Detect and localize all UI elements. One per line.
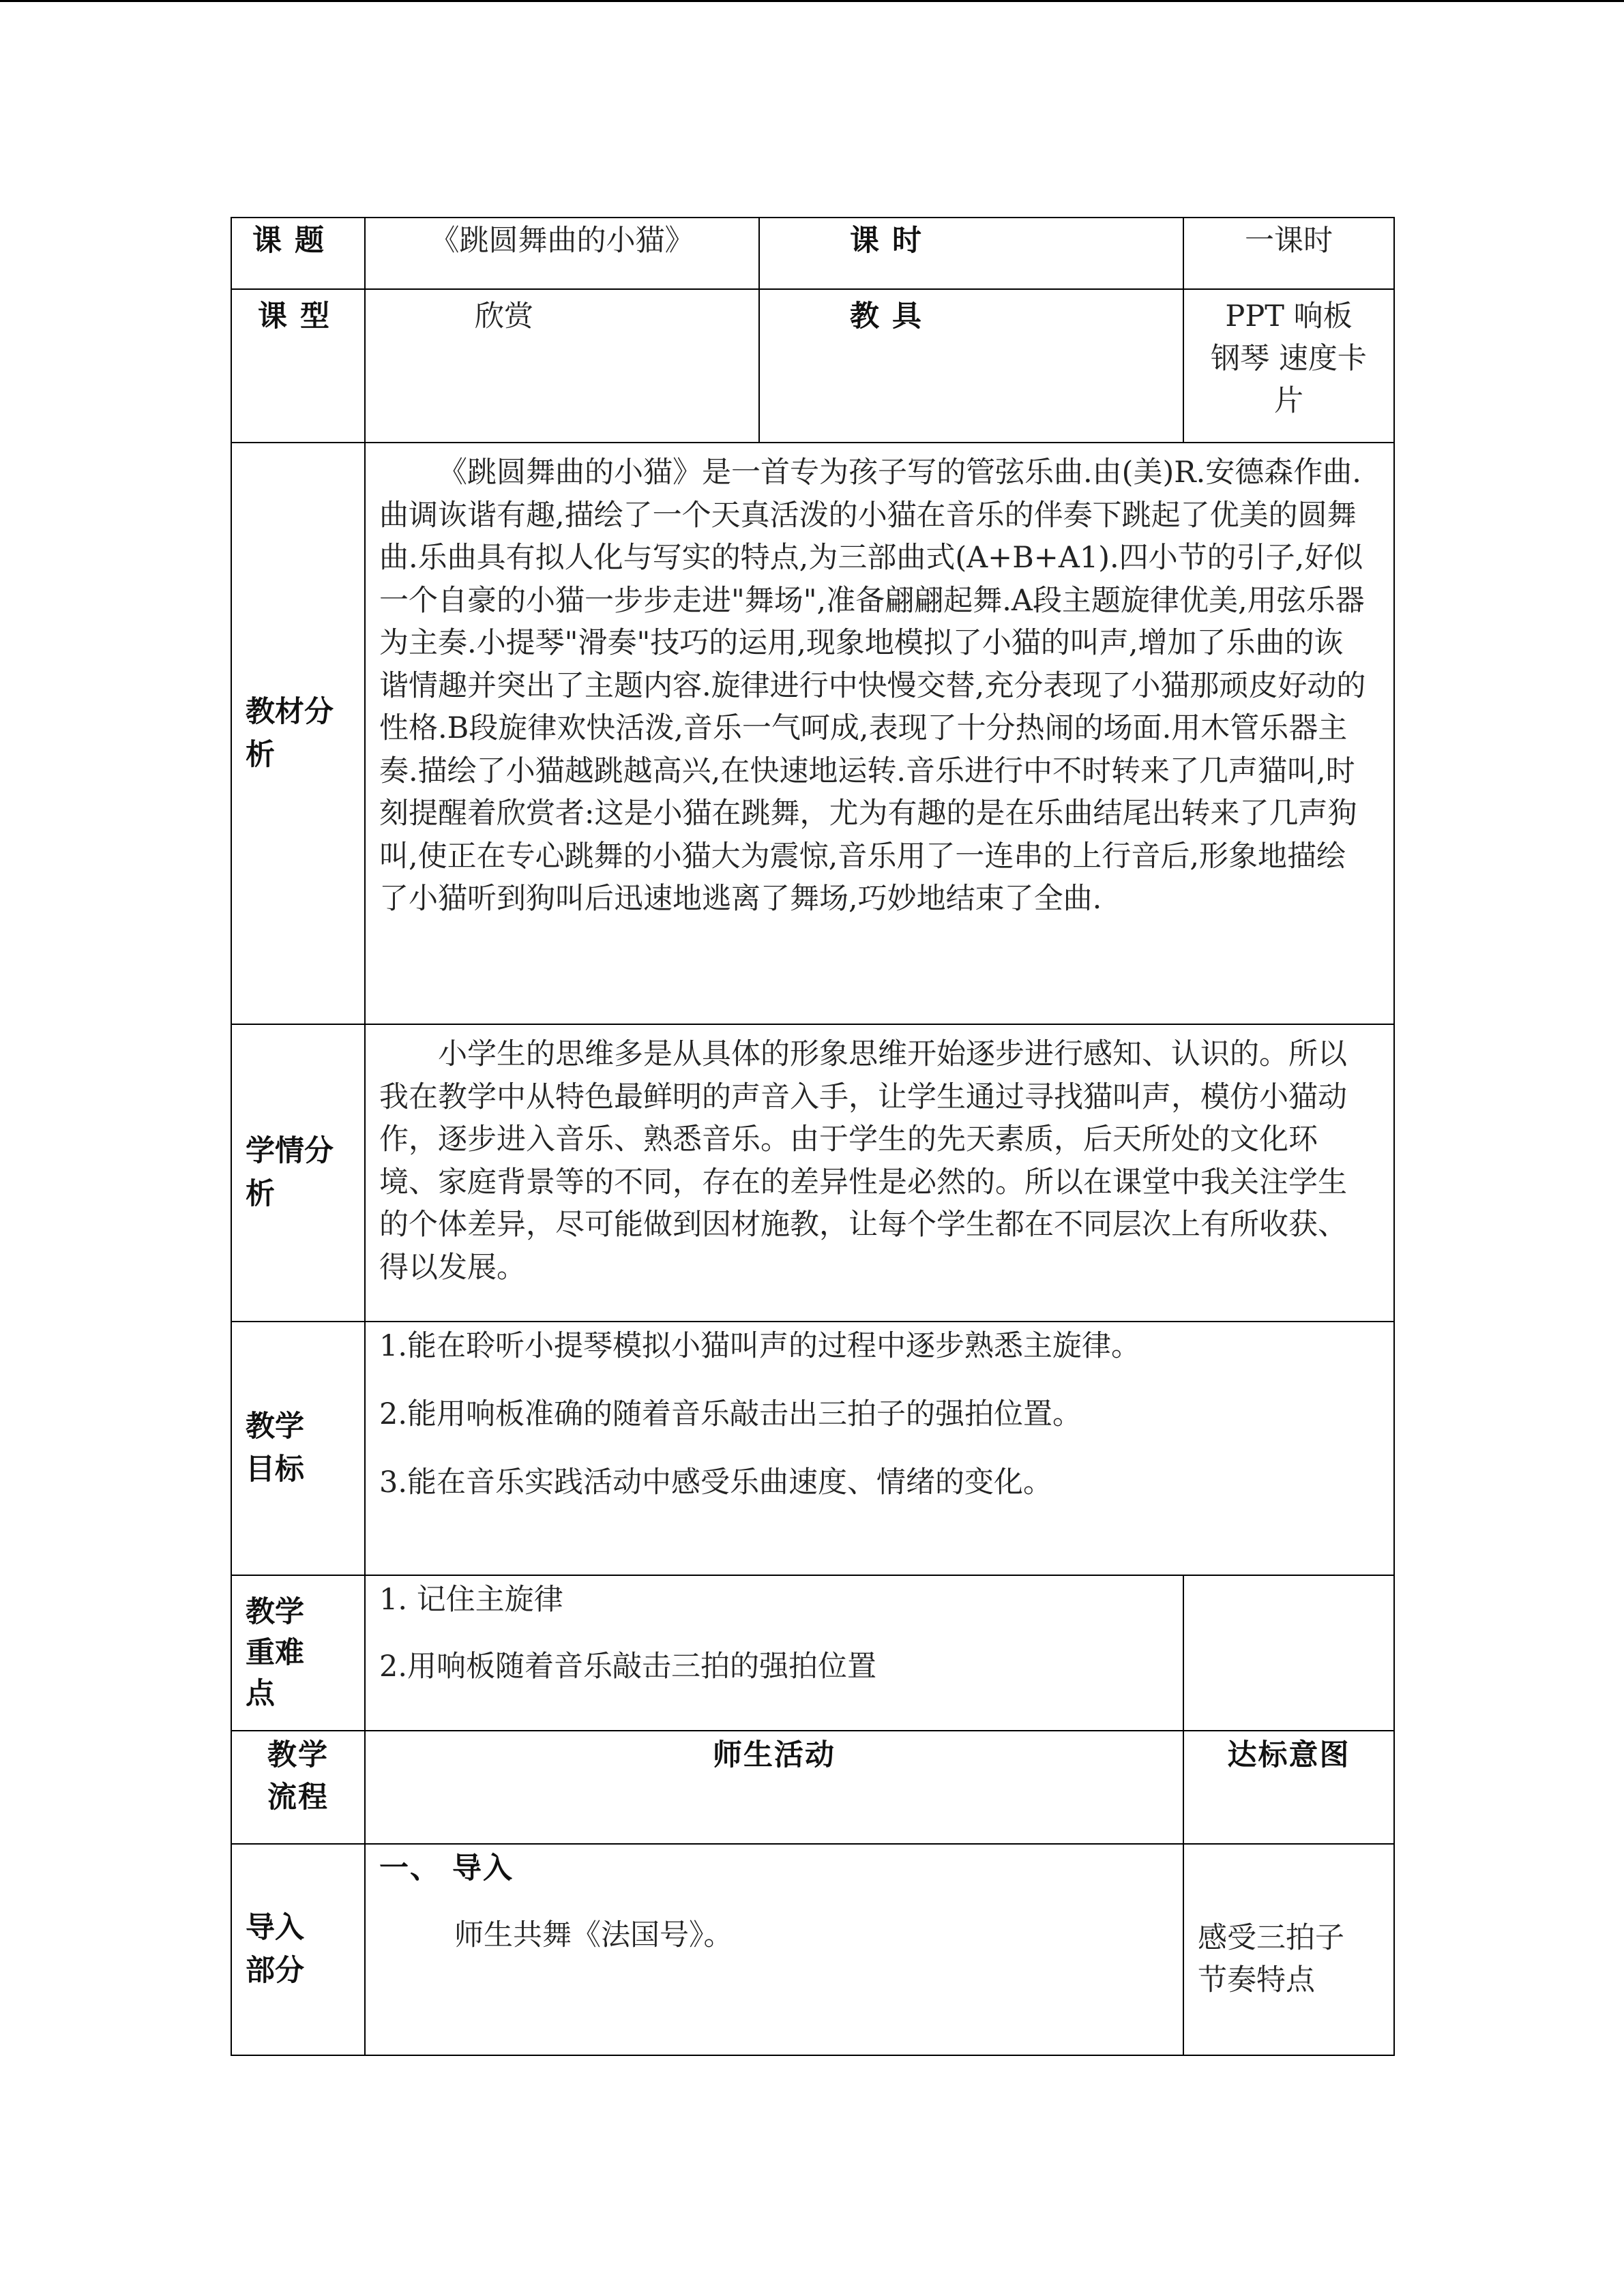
type-value: 欣赏 <box>365 289 759 443</box>
intro-label: 导入 部分 <box>231 1844 365 2055</box>
intent-header: 达标意图 <box>1183 1731 1394 1844</box>
intro-heading: 一、 导入 <box>379 1851 514 1885</box>
topic-value: 《跳圆舞曲的小猫》 <box>365 218 759 289</box>
objective-item: 2.能用响板准确的随着音乐敲击出三拍子的强拍位置。 <box>379 1397 1082 1431</box>
tools-line-3: 片 <box>1274 384 1304 418</box>
objectives-cell <box>365 1322 1394 1575</box>
material-analysis-cell <box>365 443 1394 1024</box>
tools-label: 教 具 <box>759 289 1183 443</box>
key-points-label: 教学 重难 点 <box>231 1575 365 1731</box>
student-analysis-row <box>231 1024 1394 1322</box>
type-label: 课 型 <box>231 289 365 443</box>
type-row <box>231 289 1394 443</box>
period-value: 一课时 <box>1183 218 1394 289</box>
student-analysis-label: 学情分 析 <box>231 1024 365 1322</box>
objectives-row <box>231 1322 1394 1575</box>
objective-item: 3.能在音乐实践活动中感受乐曲速度、情绪的变化。 <box>379 1465 1053 1500</box>
tools-line-1: PPT 响板 <box>1225 299 1353 333</box>
intro-row <box>231 1844 1394 2055</box>
topic-row <box>231 218 1394 289</box>
material-analysis-text: 《跳圆舞曲的小猫》是一首专为孩子写的管弦乐曲.由(美)R.安德森作曲.曲调诙谐有趣,描绘了一个天真活泼的小猫在音乐的伴奏下跳起了优美的圆舞曲.乐曲具有拟人化与写实的特点,为三部曲式(A+B+A1).四小节的引子,好似一个自豪的小猫一步步走进"舞场",准备翩翩起舞.A段主题旋律优美,用弦乐器为主奏.小提琴"滑奏"技巧的运用,现象地模拟了小猫的叫声,增加了乐曲的诙谐情趣并突出了主题内容.旋律进行中快慢交替,充分表现了小猫那顽皮好动的性格.B段旋律欢快活泼,音乐一气呵成,表现了十分热闹的场面.用木管乐器主奏.描绘了小猫越跳越高兴,在快速地运转.音乐进行中不时转来了几声猫叫,时刻提醒着欣赏者:这是小猫在跳舞，尤为有趣的是在乐曲结尾出转来了几声狗叫,使正在专心跳舞的小猫大为震惊,音乐用了一连串的上行音后,形象地描绘了小猫听到狗叫后迅速地逃离了舞场,巧妙地结束了全曲. <box>379 456 1366 916</box>
period-label: 课 时 <box>759 218 1183 289</box>
objectives-label: 教学 目标 <box>231 1322 365 1575</box>
page-top-rule <box>0 0 1624 2</box>
process-label: 教学 流程 <box>231 1731 365 1844</box>
material-analysis-label: 教材分 析 <box>231 443 365 1024</box>
tools-value <box>1183 289 1394 443</box>
intro-intent: 感受三拍子 节奏特点 <box>1183 1844 1394 2055</box>
student-analysis-text: 小学生的思维多是从具体的形象思维开始逐步进行感知、认识的。所以我在教学中从特色最鲜明的声音入手，让学生通过寻找猫叫声，模仿小猫动作，逐步进入音乐、熟悉音乐。由于学生的先天素质，后天所处的文化环境、家庭背景等的不同，存在的差异性是必然的。所以在课堂中我关注学生的个体差异，尽可能做到因材施教，让每个学生都在不同层次上有所收获、得以发展。 <box>379 1037 1347 1285</box>
key-points-row <box>231 1575 1394 1731</box>
objective-item: 1.能在聆听小提琴模拟小猫叫声的过程中逐步熟悉主旋律。 <box>379 1329 1141 1363</box>
key-point-item: 1. 记住主旋律 <box>379 1583 563 1617</box>
student-analysis-cell <box>365 1024 1394 1322</box>
topic-label: 课 题 <box>231 218 365 289</box>
lesson-plan-table <box>231 217 1395 2056</box>
material-analysis-row <box>231 443 1394 1024</box>
intro-activity: 师生共舞《法国号》。 <box>454 1918 733 1952</box>
key-points-empty-cell <box>1183 1575 1394 1731</box>
intro-cell <box>365 1844 1183 2055</box>
activity-header: 师生活动 <box>365 1731 1183 1844</box>
process-header-row <box>231 1731 1394 1844</box>
key-point-item: 2.用响板随着音乐敲击三拍的强拍位置 <box>379 1650 877 1684</box>
key-points-cell <box>365 1575 1183 1731</box>
tools-line-2: 钢琴 速度卡 <box>1211 342 1367 376</box>
